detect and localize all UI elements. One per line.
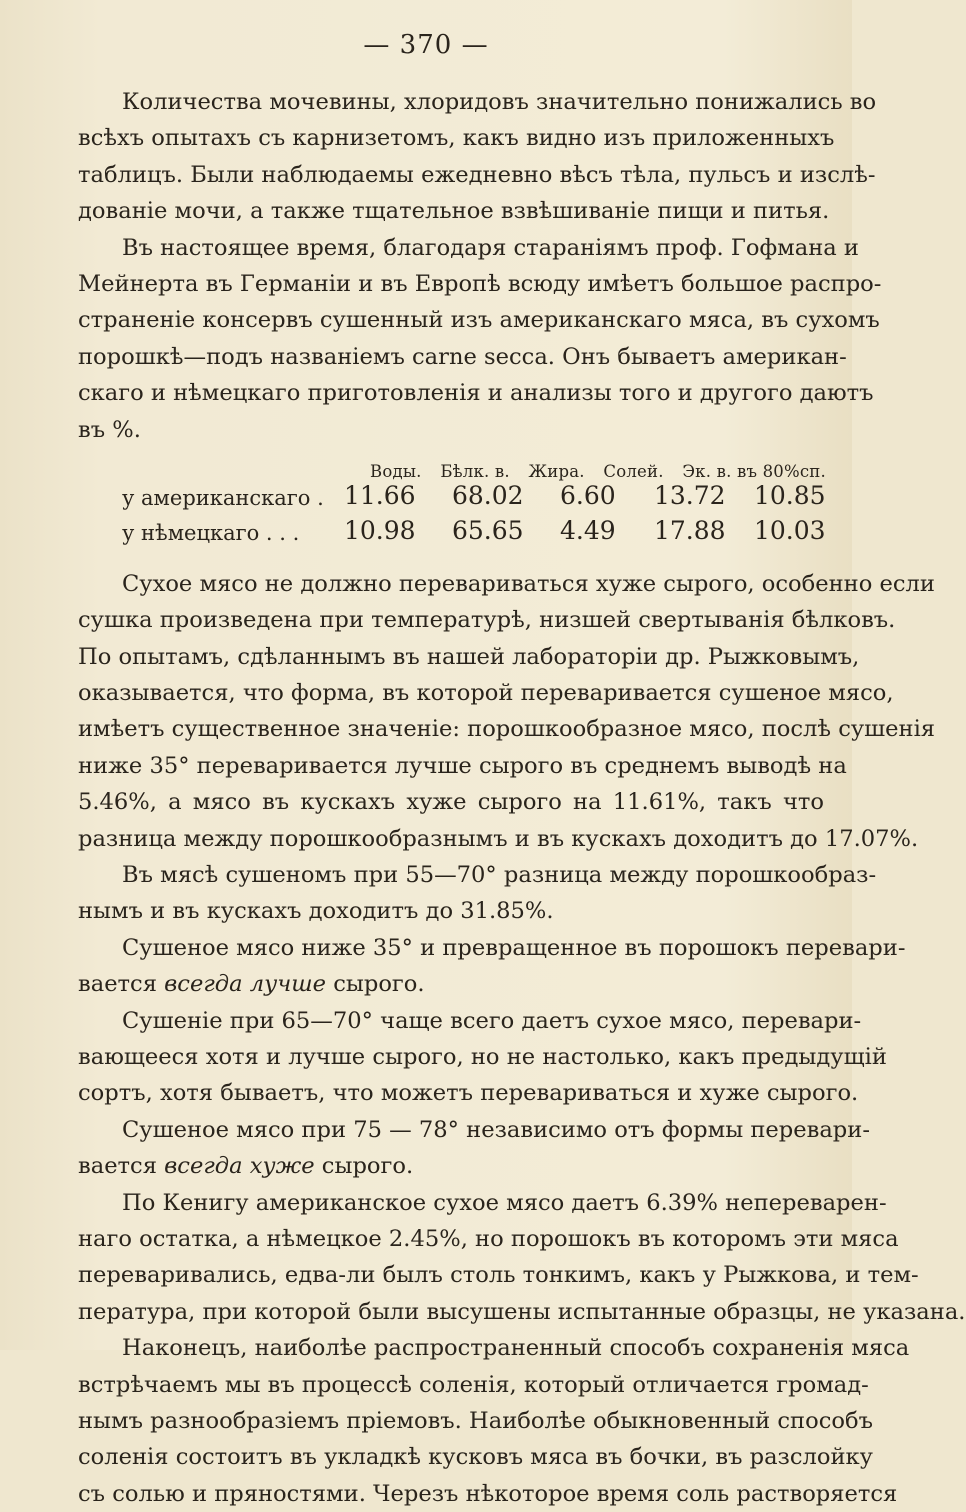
table-cell: 6.60 (560, 480, 616, 510)
text-line: По Кенигу американское сухое мясо даетъ 6.39% непереварен- (122, 1189, 887, 1216)
column-header: Воды. (370, 461, 422, 481)
table-cell: 17.88 (654, 515, 726, 545)
text-line: ниже 35° переваривается лучше сырого въ среднемъ выводѣ на (78, 752, 847, 779)
text-line: нымъ и въ кускахъ доходитъ до 31.85%. (78, 898, 554, 925)
italic-phrase: всегда хуже (164, 1153, 315, 1180)
text-fragment: вается (78, 1153, 165, 1180)
text-line: По опытамъ, сдѣланнымъ въ нашей лабораторіи др. Рыжковымъ, (78, 643, 860, 670)
text-fragment: вается (78, 971, 165, 998)
text-line: сортъ, хотя бываетъ, что можетъ перевариваться и хуже сырого. (78, 1080, 859, 1107)
text-line (78, 1148, 824, 1184)
text-line: переваривались, едва-ли былъ столь тонкимъ, какъ у Рыжкова, и тем- (78, 1262, 919, 1289)
text-line: скаго и нѣмецкаго приготовленія и анализы того и другого даютъ (78, 380, 874, 407)
text-line: Въ мясѣ сушеномъ при 55—70° разница между порошкообраз- (122, 862, 877, 889)
table-cell: 10.85 (754, 480, 826, 510)
column-header: Эк. в. въ 80%сп. (682, 461, 826, 481)
text-line: вающееся хотя и лучше сырого, но не настолько, какъ предыдущій (78, 1043, 887, 1070)
page-number: — 370 — (363, 30, 489, 60)
column-header: Солей. (603, 461, 664, 481)
analysis-table (78, 448, 824, 566)
text-line: Наконецъ, наиболѣе распространенный способъ сохраненія мяса (122, 1335, 910, 1362)
table-cell: 10.98 (344, 515, 416, 545)
text-line: разница между порошкообразнымъ и въ кускахъ доходитъ до 17.07%. (78, 825, 919, 852)
table-row (122, 480, 824, 514)
table-cell: 68.02 (452, 480, 524, 510)
text-line: Въ настоящее время, благодаря стараніямъ проф. Гофмана и (122, 234, 859, 261)
row-label: у американскаго . (122, 485, 324, 510)
text-line: наго остатка, а нѣмецкое 2.45%, но порошокъ въ которомъ эти мяса (78, 1225, 899, 1252)
italic-phrase: всегда лучше (164, 971, 327, 998)
table-cell: 10.03 (754, 515, 826, 545)
table-cell: 4.49 (560, 515, 616, 545)
column-header: Бѣлк. в. (440, 461, 510, 481)
text-line: Сушеное мясо при 75 — 78° независимо отъ формы перевари- (122, 1116, 870, 1143)
page-text (78, 84, 966, 1512)
text-line: имѣетъ существенное значеніе: порошкообразное мясо, послѣ сушенія (78, 716, 936, 743)
table-cell: 13.72 (654, 480, 726, 510)
text-line: дованіе мочи, а также тщательное взвѣшиваніе пищи и питья. (78, 198, 830, 225)
table-cell: 65.65 (452, 515, 524, 545)
text-line: пература, при которой были высушены испытанные образцы, не указана. (78, 1298, 966, 1325)
text-line: Сушеніе при 65—70° чаще всего даетъ сухое мясо, перевари- (122, 1007, 862, 1034)
table-cell: 11.66 (344, 480, 416, 510)
column-header: Жира. (528, 461, 585, 481)
text-line: оказывается, что форма, въ которой переваривается сушеное мясо, (78, 680, 894, 707)
text-line: нымъ разнообразіемъ пріемовъ. Наиболѣе обыкновенный способъ (78, 1407, 873, 1434)
text-line: Сушеное мясо ниже 35° и превращенное въ порошокъ перевари- (122, 934, 906, 961)
table-row (122, 515, 824, 549)
text-line: порошкѣ—подъ названіемъ carne secca. Онъ бываетъ американ- (78, 343, 847, 370)
text-line: Количества мочевины, хлоридовъ значительно понижались во (122, 89, 877, 115)
row-label: у нѣмецкаго . . . (122, 520, 300, 545)
text-line: Мейнерта въ Германіи и въ Европѣ всюду имѣетъ большое распро- (78, 270, 882, 297)
text-line: въ %. (78, 416, 141, 443)
text-line: съ солью и пряностями. Черезъ нѣкоторое время соль растворяется (78, 1480, 898, 1507)
text-line: соленія состоитъ въ укладкѣ кусковъ мяса въ бочки, въ разслойку (78, 1444, 873, 1471)
text-line: встрѣчаемъ мы въ процессѣ соленія, который отличается громад- (78, 1371, 869, 1398)
text-line (78, 966, 824, 1002)
text-line: страненіе консервъ сушенный изъ американскаго мяса, въ сухомъ (78, 307, 880, 334)
text-line: всѣхъ опытахъ съ карнизетомъ, какъ видно изъ приложенныхъ (78, 125, 835, 152)
text-line: 5.46%, а мясо въ кускахъ хуже сырого на 11.61%, такъ что (78, 789, 824, 816)
text-fragment: сырого. (326, 971, 425, 998)
text-line: Сухое мясо не должно перевариваться хуже сырого, особенно если (122, 570, 935, 597)
text-line: таблицъ. Были наблюдаемы ежедневно вѣсъ тѣла, пульсъ и изслѣ- (78, 161, 876, 188)
text-fragment: сырого. (314, 1153, 414, 1180)
text-line: сушка произведена при температурѣ, низшей свертыванія бѣлковъ. (78, 607, 896, 634)
